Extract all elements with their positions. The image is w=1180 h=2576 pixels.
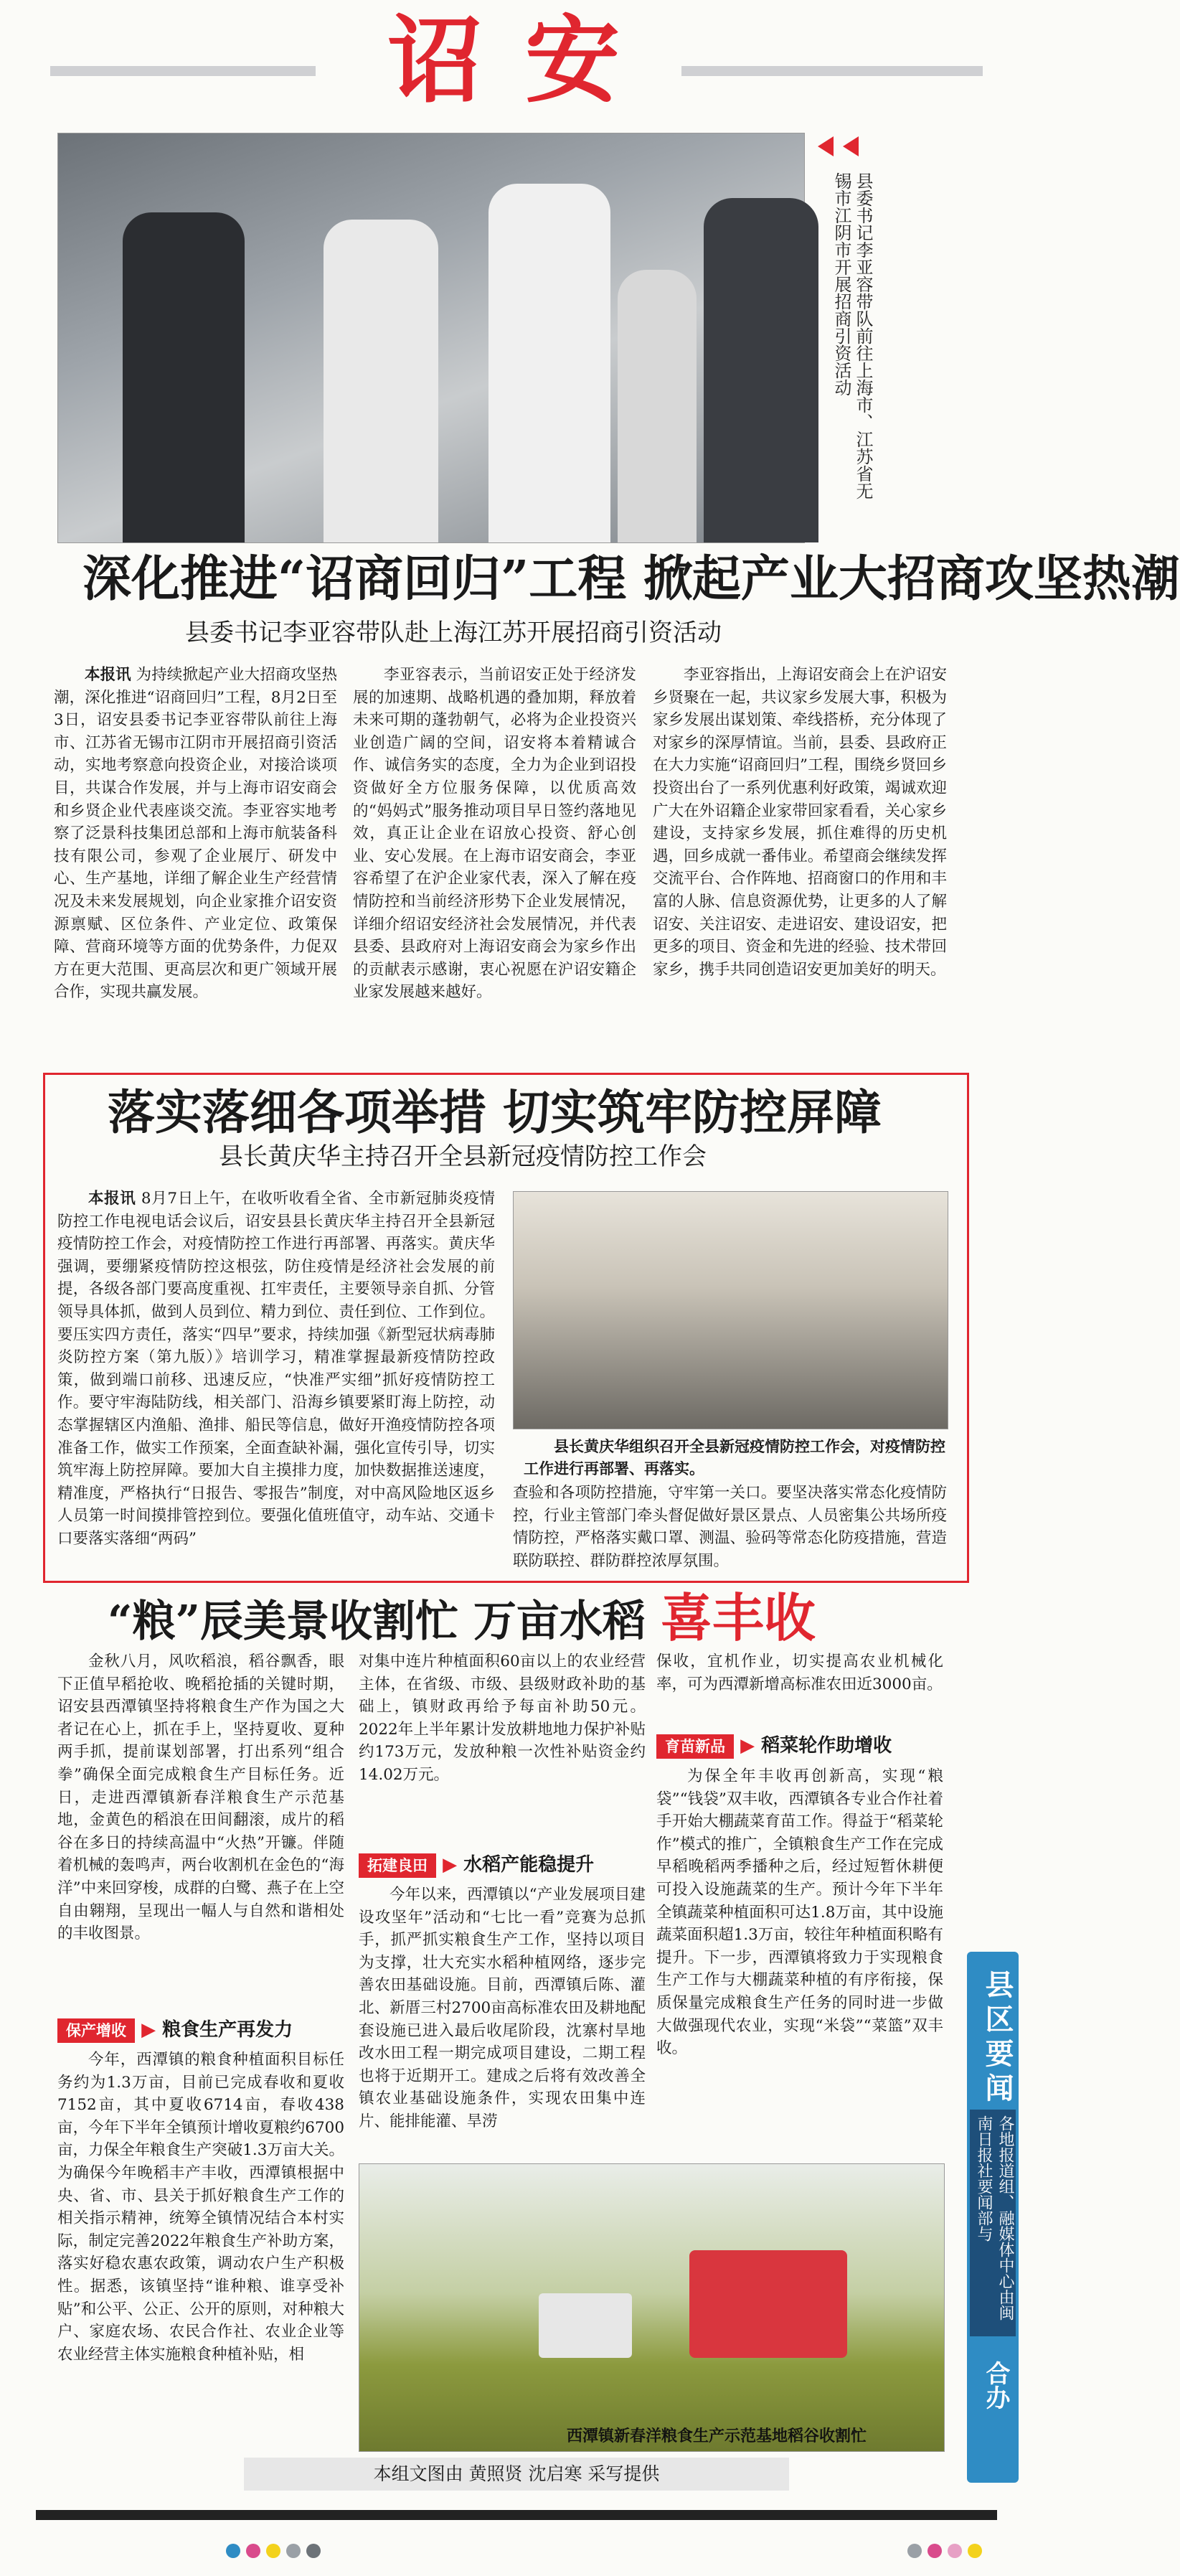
top-story-col-2: 李亚容表示，当前诏安正处于经济发展的加速期、战略机遇的叠加期，释放着未来可期的蓬勃朝气，必将为企业投资兴业创造广阔的空间，诏安将本着精诚合作、诚信务实的态度，全力为企业到诏投资做好全方位服务保障，以优质高效的“妈妈式”服务推动项目早日签约落地见效，真正让企业在诏放心投资、舒心创业、安心发展。在上海市诏安商会，李亚容希望了在沪企业家代表，深入了解在疫情防控和当前经济形势下企业发展情况，详细介绍诏安经济社会发展情况，并代表县委、县政府对上海诏安商会为家乡作出的贡献表示感谢，衷心祝愿在沪诏安籍企业家发展越来越好。 xyxy=(353,666,636,1002)
harvest-photo xyxy=(359,2163,945,2452)
lead-label: 本报讯 xyxy=(85,666,131,684)
epidemic-headline: 落实落细各项举措 切实筑牢防控屏障 xyxy=(108,1084,882,1140)
epidemic-col-1: 本报讯 8月7日上午，在收听收看全省、全市新冠肺炎疫情防控工作电视电话会议后，诏安县县长黄庆华主持召开全县新冠疫情防控工作会，对疫情防控工作进行再部署、再落实。黄庆华强调，要绷紧疫情防控这根弦，防住疫情是经济社会发展的前提，各级各部门要高度重视、扛牢责任，主要领导亲自抓、分管领导具体抓，做到人员到位、精力到位、责任到位、工作到位。要压实四方责任，落实“四早”要求，持续加强《新型冠状病毒肺炎防控方案（第九版）》培训学习，精准掌握最新疫情防控政策，做到端口前移、迅速反应，“快准严实细”抓好疫情防控工作。要守牢海陆防线，相关部门、沿海乡镇要紧盯海上防控，动态掌握辖区内渔船、渔排、船民等信息，做好开渔疫情防控各项准备工作，做实工作预案，全面查缺补漏，强化宣传引导，切实筑牢海上防控屏障。要加大自主摸排力度，加快数据推送速度，精准度，严格执行“日报告、零报告”制度，对中高风险地区返乡人员第一时间摸排管控到位。要强化值班值守，动车站、交通卡口要落实落细“两码” xyxy=(57,1190,495,1548)
section-tail: 合办 xyxy=(981,2361,1010,2410)
top-photo-caption: 县委书记李亚容带队前往上海市、江苏省无锡市江阴市开展招商引资活动 xyxy=(831,172,873,499)
meeting-photo xyxy=(513,1191,948,1429)
harvest-tag-3: 育苗新品 ▶ 稻菜轮作助增收 xyxy=(656,1731,892,1759)
harvest-tag-1: 保产增收 ▶ 粮食生产再发力 xyxy=(57,2015,293,2043)
epidemic-subhead: 县长黄庆华主持召开全县新冠疫情防控工作会 xyxy=(219,1142,707,1171)
arrow-icon xyxy=(843,136,859,156)
epidemic-col-2: 查验和各项防控措施，守牢第一关口。要坚决落实常态化疫情防控，行业主管部门牵头督促做好景区景点、人员密集公共场所疫情防控，严格落实戴口罩、测温、验码等常态化防疫措施，营造联防联控、群防群控浓厚氛围。 xyxy=(513,1484,947,1570)
top-story-photo xyxy=(57,133,805,543)
section-name: 县区要闻 xyxy=(981,1970,1014,2107)
color-dots-left xyxy=(226,2544,326,2561)
top-story-subhead: 县委书记李亚容带队赴上海江苏开展招商引资活动 xyxy=(185,619,722,647)
harvest-photo-caption: 西潭镇新春洋粮食生产示范基地稻谷收割忙 xyxy=(567,2427,867,2445)
harvest-col-2b: 今年以来，西潭镇以“产业发展项目建设攻坚年”活动和“七比一看”竞赛为总抓手，抓严抓实粮食生产工作，坚持以项目为支撑，壮大充实水稻种植网络，逐步完善农田基础设施。目前，西潭镇后陈、灌北、新厝三村2700亩高标准农田及耕地配套设施已进入最后收尾阶段，沈寨村旱地改水田工程一期完成项目建设，二期工程也将于近期开工。建成之后将有效改善全镇农业基础设施条件，实现农田集中连片、能排能灌、旱涝 xyxy=(359,1886,646,2130)
top-story-col-3: 李亚容指出，上海诏安商会上在沪诏安乡贤聚在一起，共议家乡发展大事，积极为家乡发展出谋划策、牵线搭桥，充分体现了对家乡的深厚情谊。当前，县委、县政府正在大力实施“诏商回归”工程，围绕乡贤回乡投资出台了一系列优惠利好政策，竭诚欢迎广大在外诏籍企业家带回家看看，关心家乡建设，支持家乡发展，抓住难得的历史机遇，回乡成就一番伟业。希望商会继续发挥交流平台、合作阵地、招商窗口的作用和丰富的人脉、信息资源优势，让更多的人了解诏安、关注诏安、走进诏安、建设诏安，把更多的项目、资金和先进的经验、技术带回家乡，携手共同创造诏安更加美好的明天。 xyxy=(653,666,947,979)
masthead xyxy=(0,0,1024,122)
harvest-col-1b: 今年，西潭镇的粮食种植面积目标任务约为1.3万亩，目前已完成春收和夏收7152亩，其中夏收6714亩，春收438亩，今年下半年全镇预计增收夏粮约6700亩，力保全年粮食生产突破1.3万亩大关。为确保今年晚稻丰产丰收，西潭镇根据中央、省、市、县关于抓好粮食生产工作的相关指示精神，统筹全镇情况结合本村实际，制定完善2022年粮食生产补助方案，落实好稳农惠农政策，调动农户生产积极性。据悉，该镇坚持“谁种粮、谁享受补贴”和公平、公正、公开的原则，对种粮大户、家庭农场、农民合作社、农业企业等农业经营主体实施粮食种植补贴，相 xyxy=(57,2051,344,2364)
harvest-headline: “粮”辰美景收割忙 万亩水稻 喜丰收 xyxy=(108,1587,816,1648)
photo-credit: 本组文图由 黄照贤 沈启寒 采写提供 xyxy=(244,2458,789,2491)
top-story-headline: 深化推进“诏商回归”工程 掀起产业大招商攻坚热潮 xyxy=(82,550,1180,608)
harvest-col-1a: 金秋八月，风吹稻浪，稻谷飘香，眼下正值早稻抢收、晚稻抢插的关键时期，诏安县西潭镇坚持将粮食生产作为国之大者记在心上，抓在手上，坚持夏收、夏种两手抓，提前谋划部署，打出系列“组合拳”确保全面完成粮食生产目标任务。近日，走进西潭镇新春洋粮食生产示范基地，金黄色的稻浪在田间翻滚，成片的稻谷在多日的持续高温中“火热”开镰。伴随着机械的轰鸣声，两台收割机在金色的“海洋”中来回穿梭，成群的白鹭、燕子在上空自由翱翔，呈现出一幅人与自然和谐相处的丰收图景。 xyxy=(57,1653,344,1943)
harvest-tag-2: 拓建良田 ▶ 水稻产能稳提升 xyxy=(359,1850,594,1878)
harvest-col-3b: 为保全年丰收再创新高，实现“粮袋”“钱袋”双丰收，西潭镇各专业合作社着手开始大棚蔬菜育苗工作。得益于“稻菜轮作”模式的推广，全镇粮食生产工作在完成早稻晚稻两季播种之后，经过短暂休耕便可投入设施蔬菜的生产。预计今年下半年全镇蔬菜种植面积可达1.8万亩，其中设施蔬菜面积超1.3万亩，较往年种植面积略有提升。下一步，西潭镇将致力于实现粮食生产工作与大棚蔬菜种植的有序衔接，保质保量完成粮食生产任务的同时进一步做大做强现代农业，实现“米袋”“菜篮”双丰收。 xyxy=(656,1767,943,2058)
arrow-icon xyxy=(818,136,834,156)
color-dots-right xyxy=(907,2544,988,2561)
section-note: 各地报道组、融媒体中心由闽南日报社要闻部与 xyxy=(970,2110,1016,2336)
harvest-col-2a: 对集中连片种植面积60亩以上的农业经营主体，在省级、市级、县级财政补助的基础上，镇财政再给予每亩补助50元。2022年上半年累计发放耕地地力保护补贴约173万元，发放种粮一次性补贴资金约14.02万元。 xyxy=(359,1653,646,1784)
harvest-col-3a: 保收，宜机作业，切实提高农业机械化率，可为西潭新增高标准农田近3000亩。 xyxy=(656,1653,943,1693)
masthead-title: 诏安 xyxy=(387,6,663,116)
meeting-photo-caption: 县长黄庆华组织召开全县新冠疫情防控工作会，对疫情防控工作进行再部署、再落实。 xyxy=(524,1437,945,1477)
masthead-rule-right xyxy=(681,66,983,76)
masthead-rule-left xyxy=(50,66,316,76)
top-story-col-1: 本报讯 为持续掀起产业大招商攻坚热潮，深化推进“诏商回归”工程，8月2日至3日，诏安县委书记李亚容带队前往上海市、江苏省无锡市江阴市开展招商引资活动，实地考察意向投资企业，对接洽谈项目，共谋合作发展，并与上海市诏安商会和乡贤企业代表座谈交流。李亚容实地考察了泛景科技集团总部和上海市航装备科技有限公司，参观了企业展厅、研发中心、生产基地，详细了解企业生产经营情况及未来发展规划，向企业家推介诏安资源禀赋、区位条件、产业定位、政策保障、营商环境等方面的优势条件，力促双方在更大范围、更高层次和更广领域开展合作，实现共赢发展。 xyxy=(54,666,337,1002)
bottom-rule xyxy=(36,2510,997,2520)
